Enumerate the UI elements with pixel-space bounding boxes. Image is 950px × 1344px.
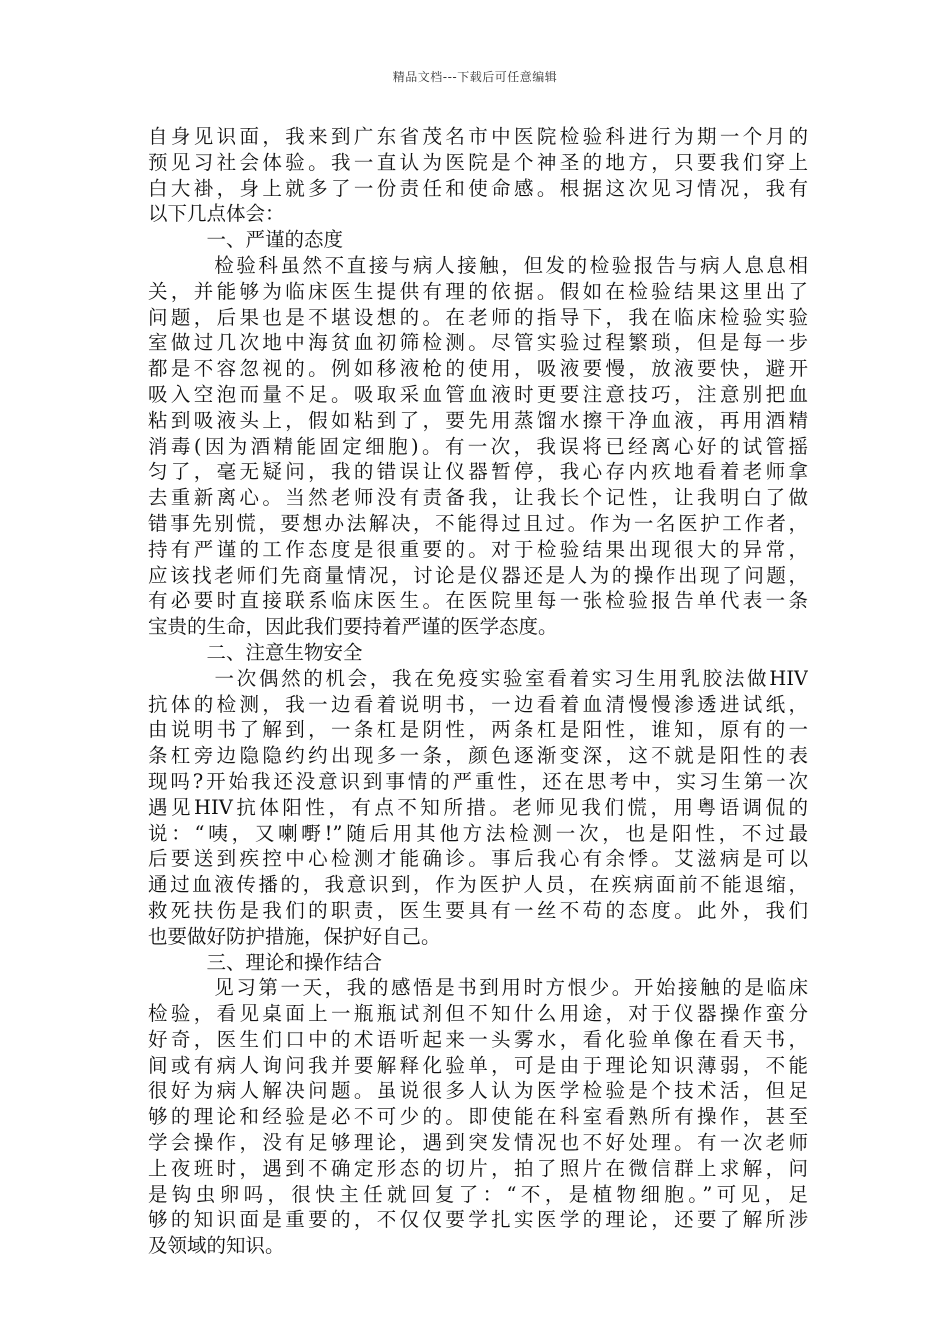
text-line: 一次偶然的机会，我在免疫实验室看着实习生用乳胶法做HIV bbox=[148, 666, 808, 690]
text-line: 匀了，毫无疑问，我的错误让仪器暂停，我心存内疚地看着老师拿 bbox=[148, 460, 808, 484]
text-line: 现吗?开始我还没意识到事情的严重性，还在思考中，实习生第一次 bbox=[148, 769, 808, 793]
text-line: 及领域的知识。 bbox=[148, 1234, 285, 1258]
text-line: 够的理论和经验是必不可少的。即使能在科室看熟所有操作，甚至 bbox=[148, 1105, 808, 1129]
text-line: 抗体的检测，我一边看着说明书，一边看着血清慢慢渗透进试纸， bbox=[148, 692, 808, 716]
text-line: 条杠旁边隐隐约约出现多一条，颜色逐渐变深，这不就是阳性的表 bbox=[148, 744, 808, 768]
text-line: 是钩虫卵吗，很快主任就回复了：“不，是植物细胞。”可见，足 bbox=[148, 1182, 808, 1206]
text-line: 间或有病人询问我并要解释化验单，可是由于理论知识薄弱，不能 bbox=[148, 1053, 808, 1077]
text-line: 粘到吸液头上，假如粘到了，要先用蒸馏水擦干净血液，再用酒精 bbox=[148, 408, 808, 432]
text-line: 有必要时直接联系临床医生。在医院里每一张检验报告单代表一条 bbox=[148, 589, 808, 613]
section-heading-1: 一、严谨的态度 bbox=[148, 228, 344, 252]
text-line: 关，并能够为临床医生提供有理的依据。假如在检验结果这里出了 bbox=[148, 279, 808, 303]
text-line: 室做过几次地中海贫血初筛检测。尽管实验过程繁琐，但是每一步 bbox=[148, 331, 808, 355]
document-body bbox=[148, 124, 808, 1259]
text-line: 去重新离心。当然老师没有责备我，让我长个记性，让我明白了做 bbox=[148, 486, 808, 510]
text-line: 后要送到疾控中心检测才能确诊。事后我心有余悸。艾滋病是可以 bbox=[148, 847, 808, 871]
text-line: 预见习社会体验。我一直认为医院是个神圣的地方，只要我们穿上 bbox=[148, 150, 808, 174]
text-line: 救死扶伤是我们的职责，医生要具有一丝不苟的态度。此外，我们 bbox=[148, 898, 808, 922]
text-line: 自身见识面，我来到广东省茂名市中医院检验科进行为期一个月的 bbox=[148, 125, 808, 148]
text-line: 遇见HIV抗体阳性，有点不知所措。老师见我们慌，用粤语调侃的 bbox=[148, 795, 808, 819]
text-line: 由说明书了解到，一条杠是阴性，两条杠是阳性，谁知，原有的一 bbox=[148, 718, 808, 742]
page-header: 精品文档---下载后可任意编辑 bbox=[392, 70, 558, 84]
text-line: 以下几点体会： bbox=[148, 202, 285, 226]
text-line: 错事先别慌，要想办法解决，不能得过且过。作为一名医护工作者， bbox=[148, 511, 808, 535]
text-line: 见习第一天，我的感悟是书到用时方恨少。开始接触的是临床 bbox=[148, 976, 808, 1000]
text-line: 通过血液传播的，我意识到，作为医护人员，在疾病面前不能退缩， bbox=[148, 873, 808, 897]
text-line: 都是不容忽视的。例如移液枪的使用，吸液要慢，放液要快，避开 bbox=[148, 357, 808, 381]
text-line: 也要做好防护措施，保护好自己。 bbox=[148, 924, 441, 948]
text-line: 白大褂，身上就多了一份责任和使命感。根据这次见习情况，我有 bbox=[148, 176, 808, 200]
text-line: 检验科虽然不直接与病人接触，但发的检验报告与病人息息相 bbox=[148, 253, 808, 277]
text-line: 问题，后果也是不堪设想的。在老师的指导下，我在临床检验实验 bbox=[148, 305, 808, 329]
text-line: 好奇，医生们口中的术语听起来一头雾水，看化验单像在看天书， bbox=[148, 1027, 808, 1051]
section-heading-3: 三、理论和操作结合 bbox=[148, 950, 383, 974]
text-line: 够的知识面是重要的，不仅仅要学扎实医学的理论，还要了解所涉 bbox=[148, 1208, 808, 1232]
text-line: 应该找老师们先商量情况，讨论是仪器还是人为的操作出现了问题， bbox=[148, 563, 808, 587]
text-line: 消毒(因为酒精能固定细胞)。有一次，我误将已经离心好的试管摇 bbox=[148, 434, 808, 458]
text-line: 持有严谨的工作态度是很重要的。对于检验结果出现很大的异常， bbox=[148, 537, 808, 561]
text-line: 检验，看见桌面上一瓶瓶试剂但不知什么用途，对于仪器操作蛮分 bbox=[148, 1002, 808, 1026]
text-line: 上夜班时，遇到不确定形态的切片，拍了照片在微信群上求解，问 bbox=[148, 1156, 808, 1180]
text-line: 学会操作，没有足够理论，遇到突发情况也不好处理。有一次老师 bbox=[148, 1131, 808, 1155]
section-heading-2: 二、注意生物安全 bbox=[148, 640, 363, 664]
text-line: 宝贵的生命，因此我们要持着严谨的医学态度。 bbox=[148, 615, 558, 639]
text-line: 说：“咦，又喇嘢!”随后用其他方法检测一次，也是阳性，不过最 bbox=[148, 821, 808, 845]
text-line: 很好为病人解决问题。虽说很多人认为医学检验是个技术活，但足 bbox=[148, 1079, 808, 1103]
text-line: 吸入空泡而量不足。吸取采血管血液时更要注意技巧，注意别把血 bbox=[148, 382, 808, 406]
